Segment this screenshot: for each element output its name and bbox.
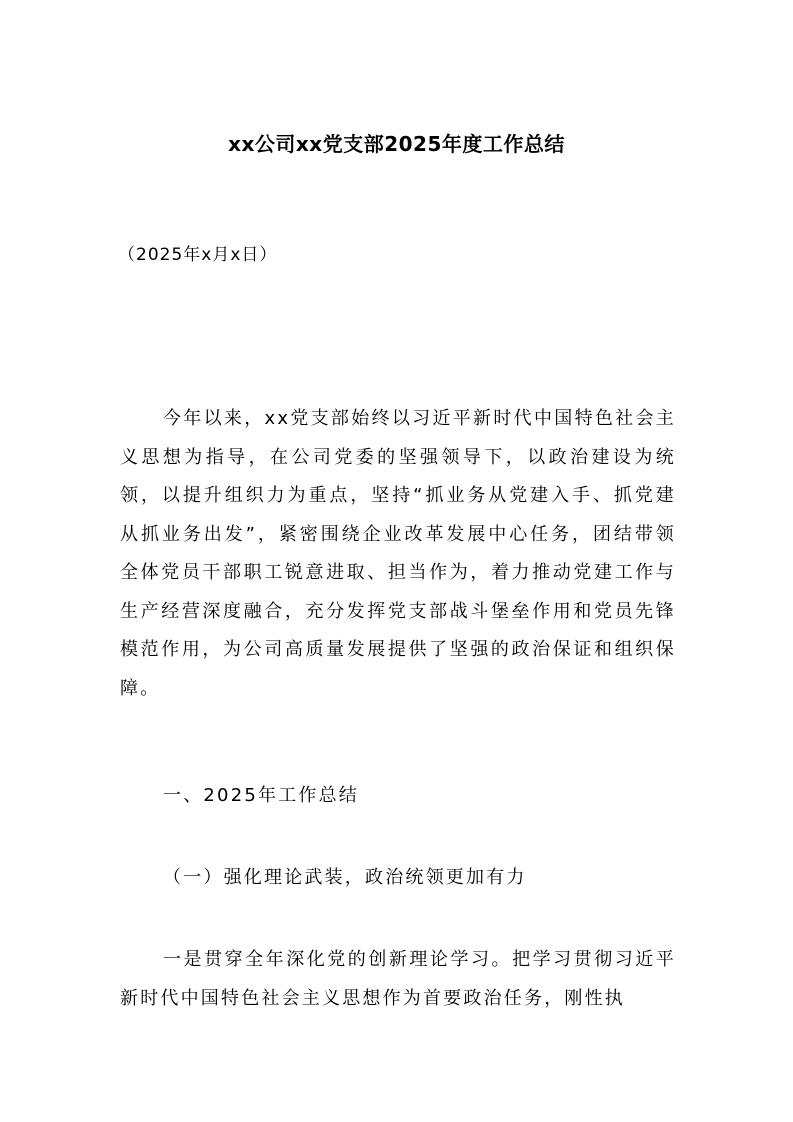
document-title: xx公司xx党支部2025年度工作总结 (228, 132, 565, 156)
body-paragraph: 一是贯穿全年深化党的创新理论学习。把学习贯彻习近平新时代中国特色社会主义思想作为首要政治任务，刚性执 (120, 949, 676, 1009)
section-heading: 一、2025年工作总结 (163, 785, 360, 806)
intro-paragraph: 今年以来，xx党支部始终以习近平新时代中国特色社会主义思想为指导，在公司党委的坚强领导下，以政治建设为统领，以提升组织力为重点，坚持“抓业务从党建入手、抓党建从抓业务出发”，紧密围绕企业改革发展中心任务，团结带领全体党员干部职工锐意进取、担当作为，着力推动党建工作与生产经营深度融合，充分发挥党支部战斗堡垒作用和党员先锋模范作用，为公司高质量发展提供了坚强的政治保证和组织保障。 (120, 408, 676, 699)
document-date: （2025年x月x日） (118, 245, 278, 265)
subsection-heading: （一）强化理论武装，政治统领更加有力 (163, 867, 527, 888)
